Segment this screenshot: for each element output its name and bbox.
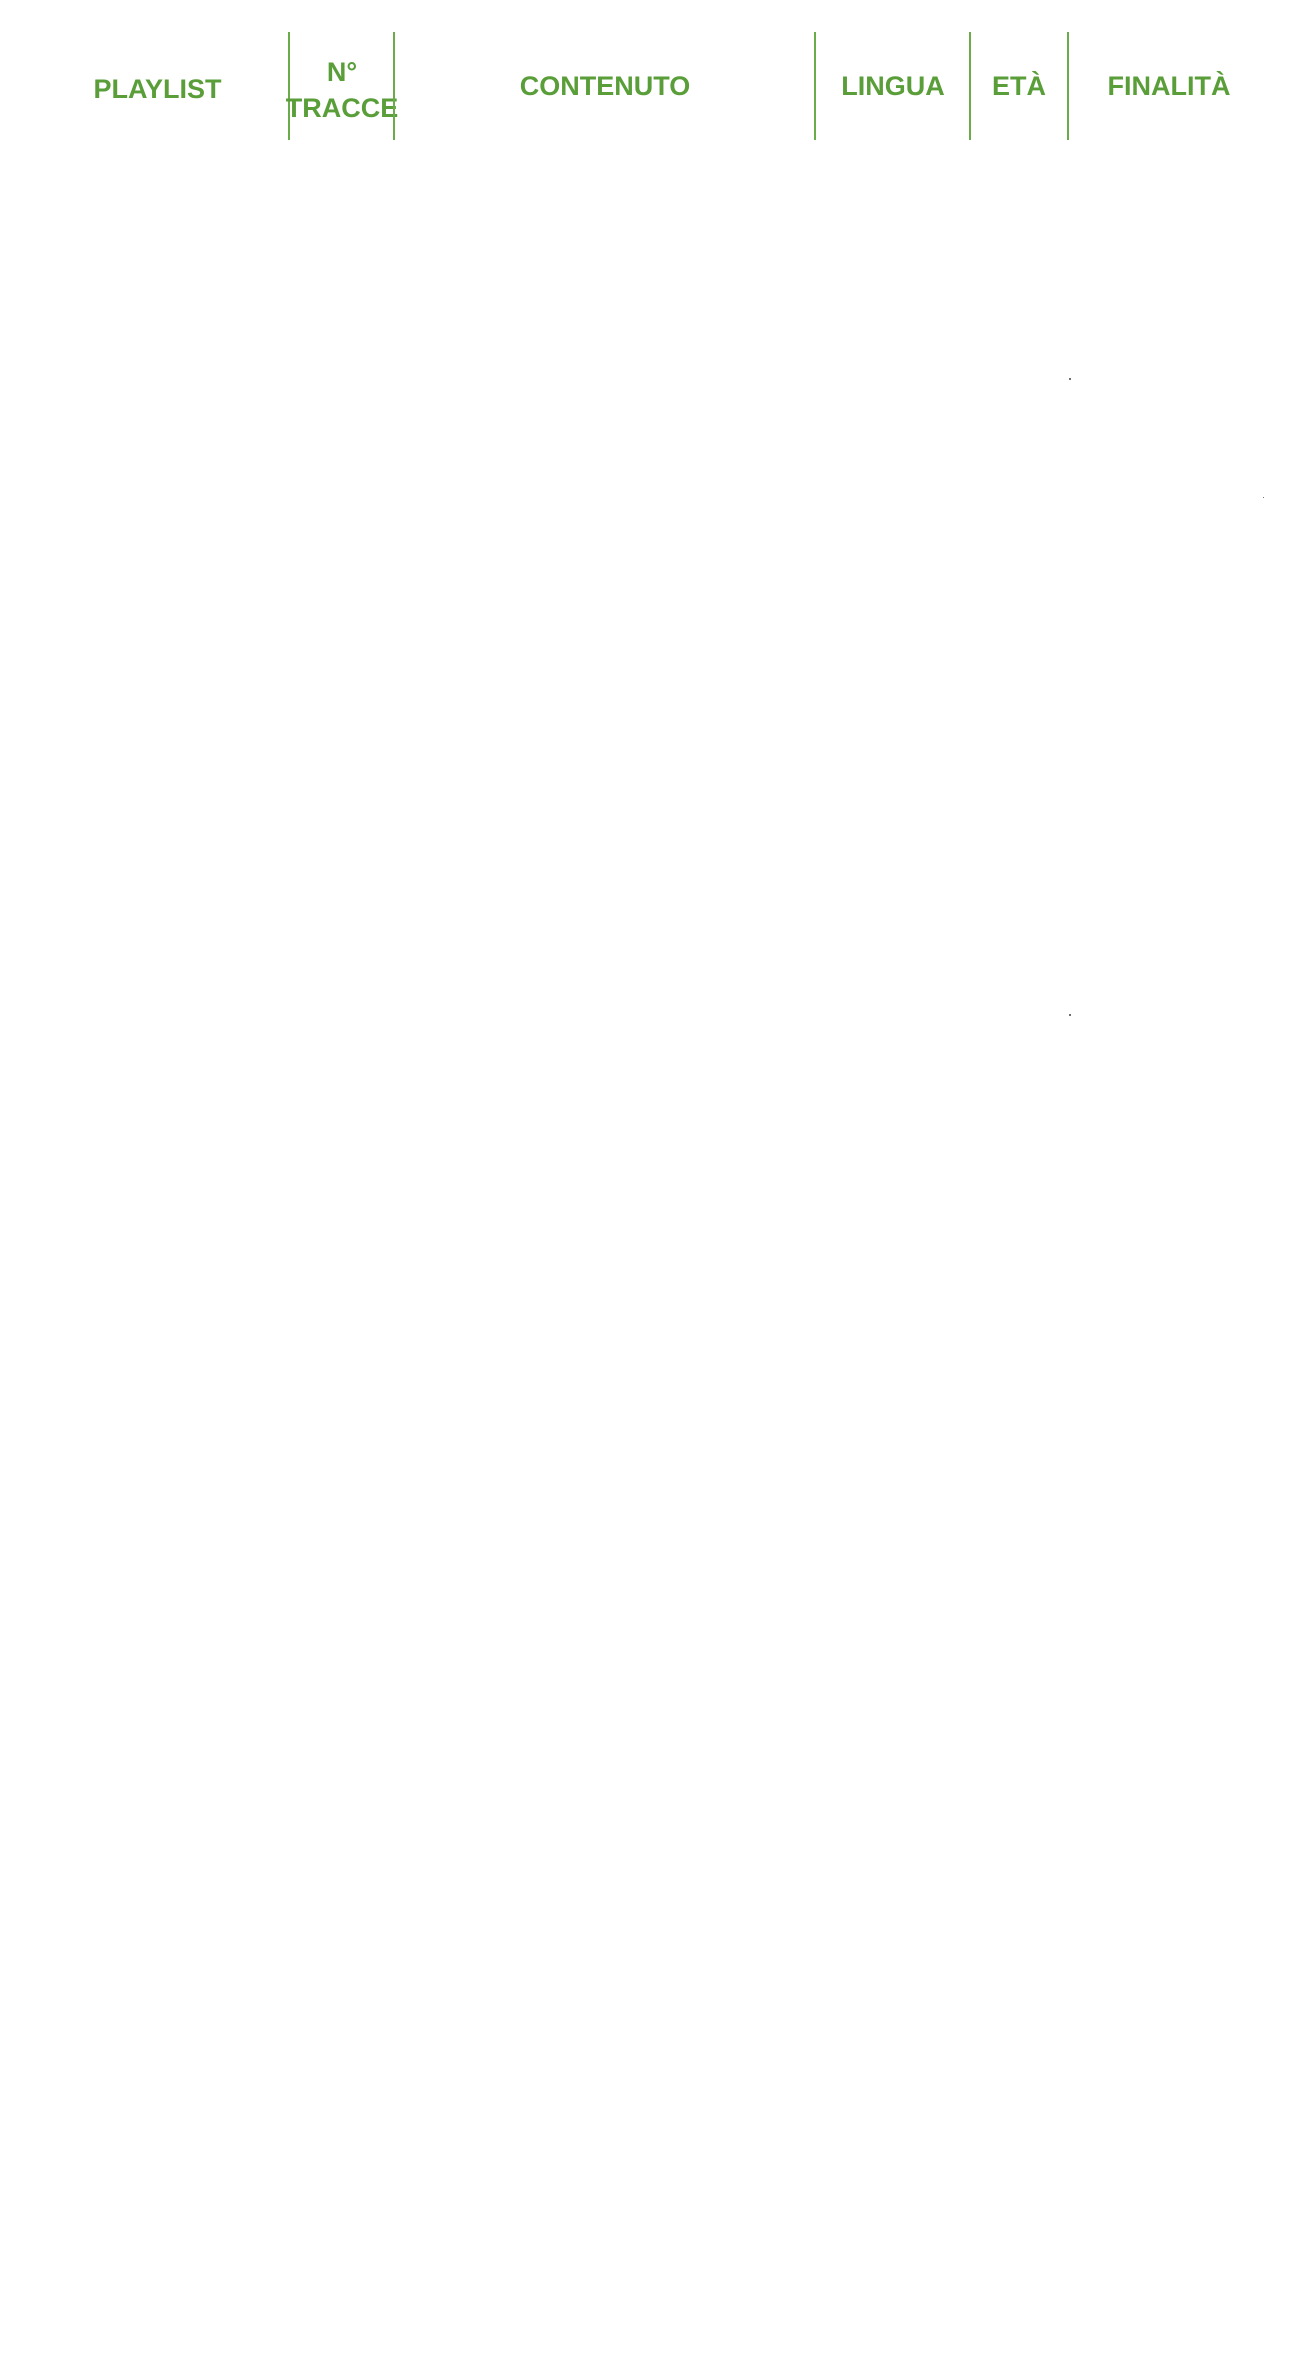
- column-header-track-count: [285, 54, 399, 126]
- table-header-row: [0, 0, 1295, 150]
- column-header-language: LINGUA: [841, 71, 945, 101]
- column-header-playlist: PLAYLIST: [93, 74, 222, 104]
- column-header-age: ETÀ: [992, 71, 1046, 101]
- column-header-track-count-line1: N°: [326, 57, 358, 87]
- column-header-content: CONTENUTO: [519, 71, 691, 101]
- stray-mark: [1263, 497, 1264, 498]
- column-header-purpose: FINALITÀ: [1107, 71, 1231, 101]
- stray-mark: [1069, 1014, 1071, 1016]
- column-header-track-count-line2: TRACCE: [285, 93, 399, 123]
- stray-mark: [1069, 378, 1071, 380]
